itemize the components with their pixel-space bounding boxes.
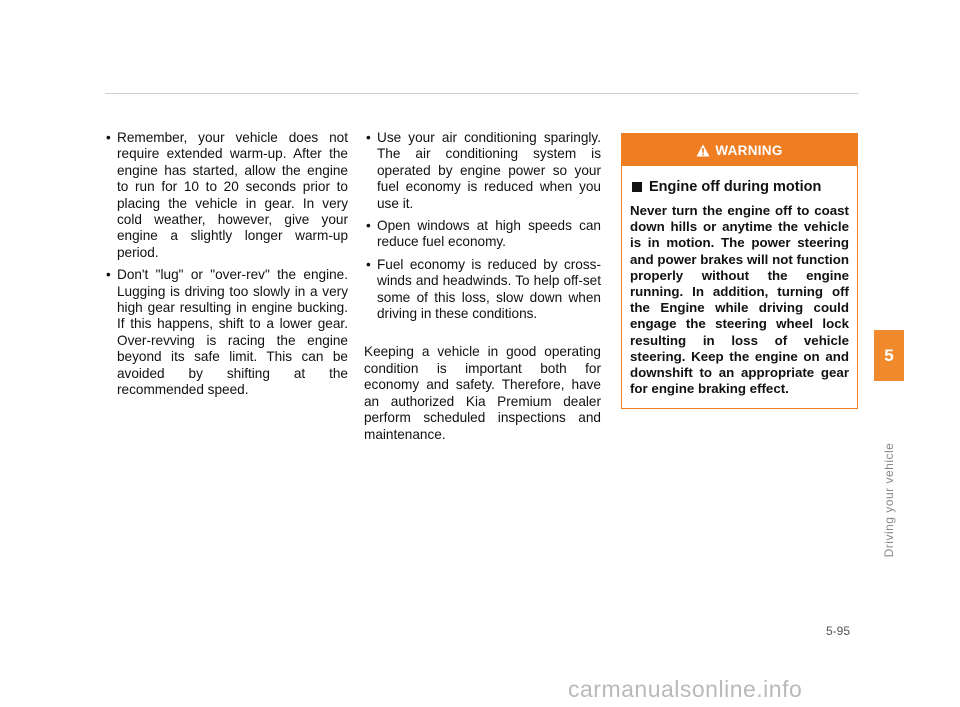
chapter-label: Driving your vehicle: [882, 442, 896, 558]
maintenance-paragraph: Keeping a vehicle in good operating condition is important both for economy and safety. Therefore, have an authorized Kia Premium dealer perform scheduled inspections and maintenance.: [364, 344, 601, 442]
list-item: [104, 267, 348, 398]
bullet-dot: •: [366, 256, 371, 272]
top-divider: [105, 93, 858, 94]
warning-header: [622, 134, 857, 166]
bullet-text: Remember, your vehicle does not require extended warm-up. After the engine has started, allow the engine to run for 10 to 20 seconds prior to placing the vehicle in gear. In very cold weather, however, give your engine a slightly longer warm-up period.: [117, 130, 348, 260]
bullet-dot: •: [106, 130, 111, 145]
bullet-text: Don't "lug" or "over-rev" the engine. Lugging is driving too slowly in a very high gear resulting in engine bucking. If this happens, shift to a lower gear. Over-revving is racing the engine beyond its safe limit. This can be avoided by shifting at the recommended speed.: [117, 267, 348, 398]
list-item: [364, 130, 601, 212]
warning-triangle-icon: [696, 144, 710, 157]
left-column: [104, 130, 348, 405]
warning-body: Never turn the engine off to coast down hills or anytime the vehicle is in motion. The power steering and power brakes will not function properly without the engine running. In addition, turning off the Engine while driving could engage the steering wheel lock resulting in loss of vehicle steering. Keep the engine on and downshift to an appropriate gear for engine braking effect.: [630, 203, 849, 397]
bullet-text: Use your air conditioning sparingly. The air conditioning system is operated by engine power so your fuel economy is reduced when you use it.: [377, 130, 601, 211]
list-item: [364, 218, 601, 251]
bullet-dot: •: [366, 130, 371, 145]
middle-column: [364, 130, 601, 443]
list-item: [364, 257, 601, 323]
warning-title: [632, 179, 849, 195]
list-item: [104, 130, 348, 261]
bullet-dot: •: [106, 267, 111, 283]
bullet-text: Open windows at high speeds can reduce fuel economy.: [377, 218, 601, 250]
square-bullet-icon: [632, 182, 642, 192]
bullet-dot: •: [366, 218, 371, 234]
warning-title-text: Engine off during motion: [649, 179, 822, 195]
warning-box: [621, 133, 858, 409]
page-number: 5-95: [826, 624, 851, 638]
chapter-tab: 5: [874, 330, 904, 381]
bullet-text: Fuel economy is reduced by cross-winds and headwinds. To help off-set some of this loss, slow down when driving in these conditions.: [377, 256, 601, 322]
watermark: carmanualsonline.info: [568, 676, 803, 702]
warning-label: WARNING: [715, 142, 783, 158]
